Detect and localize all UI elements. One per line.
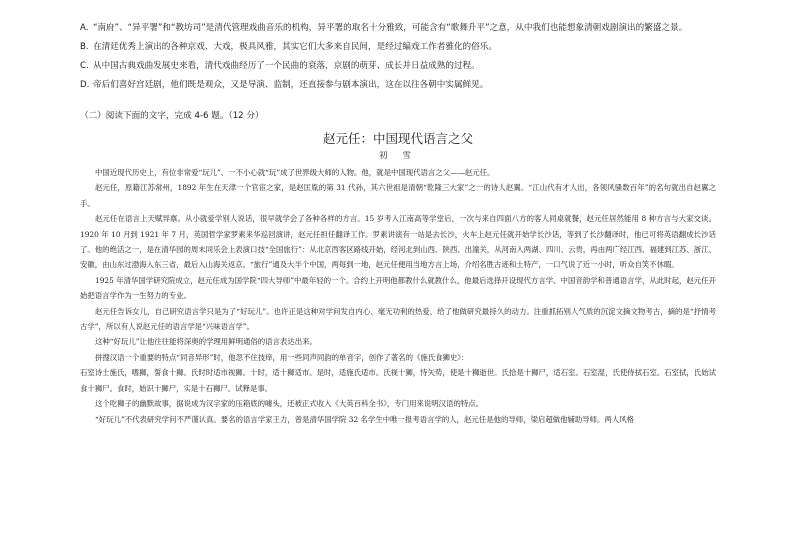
option-text: 从中国古典戏曲发展史来看，清代戏曲经历了一个民曲的衰落，京剧的萌芽、成长并日益成熟的过程。 — [93, 61, 480, 71]
option-c — [80, 57, 716, 76]
paragraph: 中国近现代历史上，有位非常爱“玩儿”、一不小心就“玩”成了世界级大师的人物。他，就是中国现代语言之父——赵元任。 — [95, 168, 495, 177]
paragraph: 1925 年清华国学研究院成立，赵元任成为国学院“四大导师”中最年轻的一个。合约上开明他都教什么就教什么，他最后选择开设现代方言学、中国音韵学和普通语言学，从此时起，赵元任开始把语言学作为一生努力的专业。 — [80, 275, 716, 301]
paragraph: 这种“好玩儿”让他往往能将深奥的学理用鲜明通俗的语言表达出来。 — [95, 337, 317, 347]
option-b — [80, 38, 716, 57]
paragraph: 赵元任，原籍江苏常州，1892 年生在天津一个官宦之家，是赵匡胤的第 31 代孙，其六世祖是清朝“乾隆三大家”之一的诗人赵翼。“江山代有才人出，各领风骚数百年”的名句就出自赵翼之手。 — [80, 183, 716, 208]
option-text: “南府”、“异平署”和“教坊司”是清代管理戏曲音乐的机构，异平署的取名十分雅致，可能含有“歌舞升平”之意，从中我们也能想象清朝戏剧演出的繁盛之景。 — [93, 23, 688, 33]
option-d — [80, 76, 716, 95]
section-heading: （二）阅读下面的文字，完成 4-6 题。（12 分） — [80, 111, 264, 121]
option-text: 帝后们喜好宫廷剧，他们既是观众，又是导演、监制，还直接参与剧本演出，这在以往各朝中实属鲜见。 — [93, 80, 489, 90]
option-key: B. — [80, 42, 89, 52]
article-author: 初 雪 — [379, 151, 417, 161]
paragraph: 拼搜汉语一个重要的特点“同音异形”时，他忽不住技痒，用一些同声同韵的单音字，创作了著名的《施氏食狮史》： — [95, 352, 469, 362]
article-body — [80, 165, 716, 427]
answer-options — [80, 0, 716, 95]
option-key: A. — [80, 23, 89, 33]
option-a — [80, 19, 716, 38]
paragraph: 赵元任告诉女儿，自己研究语言学只是为了“好玩儿”。也许正是这种对学问发自内心、毫无功利的热爱，给了他做研究最持久的动力。注重抓拓别人气质的沉淀文摘文物考古，摘的是“抒情考古学”，所以有人说赵元任的语言学是“兴味语言学”。 — [80, 306, 716, 332]
option-key: D. — [80, 80, 90, 90]
paragraph: 这个吃狮子的幽默故事，据说成为汉字家的压箱底的噱头，还被正式收入《大英百科全书》，专门用来说明汉语的特点。 — [95, 399, 484, 409]
paragraph: “好玩儿”不代表研究学问不严谨认真。要名的语言学家王力，曾是清华国学院 32 名学生中唯一报考语言学的人，赵元任是他的导师，梁启超做他辅助导师。两人风格 — [95, 414, 635, 424]
option-text: 在清廷优秀上演出的各种京戏、大戏，极具风雅，其实它们大多来自民间，是经过编戏工作者雅化的俗乐。 — [93, 42, 497, 52]
option-key: C. — [80, 61, 89, 71]
paragraph: 赵元任在语言上天赋异禀。从小就爱学别人说话，很早就学会了各种各样的方言。15 岁考入江南高等学堂后，一次与来自四面八方的客人同桌就餐，赵元任居然能用 8 种方言与大家交谈。1920 年 10 月到 1921 年 7 月，英国哲学家罗素来华巡回演讲，赵元任担任翻译工作。罗素讲演有一站是去长沙，火车上赵元任就开始学长沙话，等到了长沙翻译时，他已可将英语翻成长沙话了。他的绝活之一，是在清华园的周末同乐会上表演口技“全国旅行”：从北京西客区路线开始，经河北到山西、陕西、出潼关，从河南入两湖、四川、云贵，再由两广经江西、福建到江苏、浙江、安徽，由山东过渤海入东三省，最后入山海关返京。“旅行”通及大半个中国，两每到一地，赵元任便用当地方言上场，介绍名胜古迹和土特产，一口气说了近一小时，听众自笑不休暇。 — [80, 214, 716, 270]
article-title: 赵元任：中国现代语言之父 — [322, 131, 473, 146]
quoted-passage: 石室诗士施氏，嗜狮，誓食十狮。氏时时适市视狮。十时，适十狮适市。是时，适施氏适市。氏视十狮，恃矢势，使是十狮逝世。氏拾是十狮尸，适石室。石室湿，氏使侍拭石室。石室拭，氏始试食十狮尸。食时，始识十狮尸，实是十石狮尸。试释是事。 — [80, 368, 716, 393]
